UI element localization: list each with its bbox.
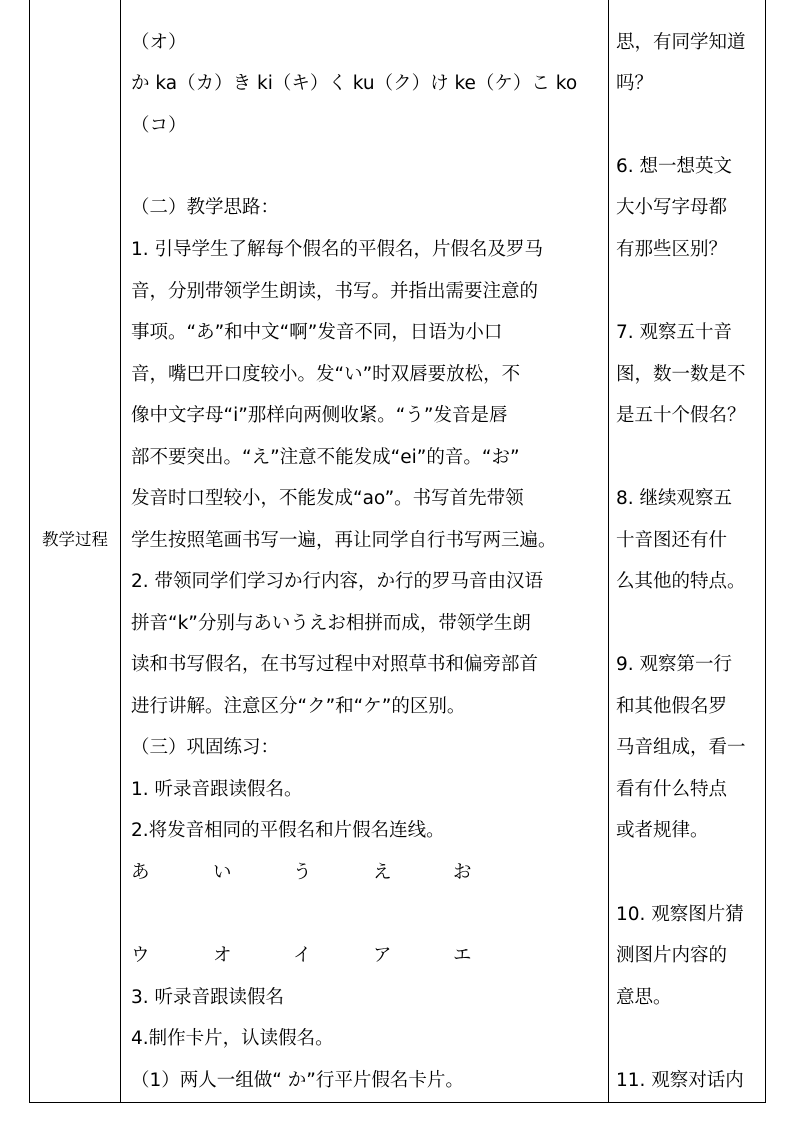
table-border-divider-1 [120, 0, 121, 1103]
right-line: 十音图还有什 [616, 530, 728, 551]
middle-line: 进行讲解。注意区分“ク”和“ケ”的区别。 [131, 696, 466, 717]
middle-line: （オ） [131, 32, 187, 53]
right-line: 大小写字母都 [616, 197, 728, 218]
table-border-divider-2 [608, 0, 609, 1103]
middle-line: 发音时口型较小，不能发成“ao”。书写首先带领 [131, 488, 524, 509]
middle-line: 1. 引导学生了解每个假名的平假名，片假名及罗马 [131, 239, 544, 260]
middle-line: 音，分别带领学生朗读，书写。并指出需要注意的 [131, 281, 539, 302]
middle-line: 4.制作卡片，认读假名。 [131, 1028, 334, 1049]
hiragana-item: お [453, 862, 472, 883]
katakana-item: ア [373, 945, 392, 966]
katakana-item: エ [453, 945, 472, 966]
right-line: 图，数一数是不 [616, 364, 746, 385]
middle-line: 2.将发音相同的平假名和片假名连线。 [131, 820, 445, 841]
right-line: 8. 继续观察五 [616, 488, 733, 509]
middle-line: 2. 带领同学们学习か行内容，か行的罗马音由汉语 [131, 571, 544, 592]
right-line: 看有什么特点 [616, 779, 728, 800]
row-label-teaching-process: 教学过程 [42, 530, 108, 549]
middle-line: （1）两人一组做“ か”行平片假名卡片。 [131, 1070, 464, 1091]
right-line: 9. 观察第一行 [616, 654, 733, 675]
katakana-item: イ [293, 945, 312, 966]
hiragana-row [0, 861, 600, 885]
middle-line: 学生按照笔画书写一遍，再让同学自行书写两三遍。 [131, 530, 557, 551]
right-line: 11. 观察对话内 [616, 1070, 744, 1091]
hiragana-item: え [373, 862, 392, 883]
right-line: 和其他假名罗 [616, 696, 728, 717]
right-line: 吗？ [616, 73, 654, 94]
right-line: 或者规律。 [616, 820, 709, 841]
middle-line: か ka（カ）き ki（キ）く ku（ク）け ke（ケ）こ ko [131, 73, 578, 94]
right-line: 10. 观察图片猜 [616, 904, 744, 925]
right-line: 是五十个假名？ [616, 405, 746, 426]
table-border-bottom [29, 1102, 766, 1103]
right-line: 测图片内容的 [616, 945, 728, 966]
right-line: 思，有同学知道 [616, 32, 746, 53]
middle-line: 音，嘴巴开口度较小。发“い”时双唇要放松，不 [131, 364, 521, 385]
hiragana-item: う [293, 862, 312, 883]
middle-line: 部不要突出。“え”注意不能发成“ei”的音。“お” [131, 447, 520, 468]
table-border-right [765, 0, 766, 1103]
middle-line: 事项。“あ”和中文“啊”发音不同，日语为小口 [131, 322, 503, 343]
right-line: 有那些区别？ [616, 239, 728, 260]
middle-line: （コ） [131, 115, 187, 136]
hiragana-item: い [213, 862, 232, 883]
right-line: 么其他的特点。 [616, 571, 746, 592]
middle-line: 1. 听录音跟读假名。 [131, 779, 303, 800]
right-line: 马音组成，看一 [616, 737, 746, 758]
middle-line: 拼音“k”分别与あいうえお相拼而成，带领学生朗 [131, 613, 531, 634]
section-heading-teaching-idea: （二）教学思路： [131, 197, 280, 218]
right-line: 7. 观察五十音 [616, 322, 733, 343]
middle-line: 读和书写假名，在书写过程中对照草书和偏旁部首 [131, 654, 539, 675]
katakana-item: オ [213, 945, 232, 966]
katakana-item: ウ [131, 945, 150, 966]
middle-line: 3. 听录音跟读假名 [131, 987, 285, 1008]
middle-line: 像中文字母“i”那样向两侧收紧。“う”发音是唇 [131, 405, 508, 426]
katakana-row [0, 944, 600, 968]
right-line: 6. 想一想英文 [616, 156, 733, 177]
right-line: 意思。 [616, 987, 672, 1008]
hiragana-item: あ [131, 862, 150, 883]
section-heading-practice: （三）巩固练习： [131, 737, 280, 758]
